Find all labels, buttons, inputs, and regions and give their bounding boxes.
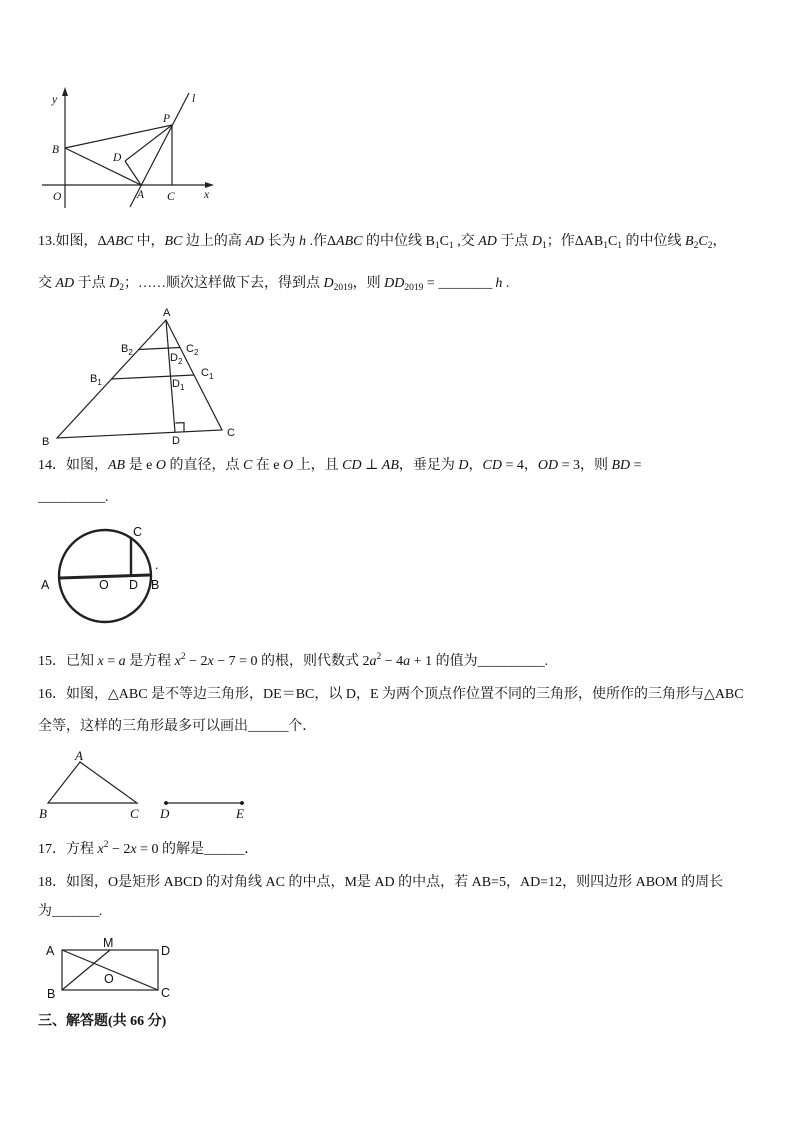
answer-blank: ______ [248, 719, 289, 734]
label-a: A [41, 578, 50, 592]
text-run: ， [712, 234, 727, 249]
subscript: 1 [434, 241, 440, 251]
label-b1 [90, 373, 102, 387]
label-sub: 2 [128, 348, 133, 357]
text-run: 个． [288, 719, 317, 734]
text-run: . [98, 904, 103, 919]
math-variable: a [118, 654, 126, 669]
right-angle-mark [175, 423, 184, 432]
text-run: = [103, 654, 119, 669]
label-b: B [52, 144, 60, 156]
text-run: = 4， [501, 458, 538, 473]
text-run: − 4 [381, 654, 404, 669]
label-a: A [46, 944, 55, 958]
text-run: 的直径，点 [165, 458, 243, 473]
question-14-line-2 [38, 489, 109, 507]
text-run: 于点 [496, 234, 532, 249]
math-variable: ABC [336, 234, 363, 249]
label-d: D [172, 435, 180, 447]
text-run: = 0 的解是 [136, 842, 204, 857]
label-d: D [113, 152, 122, 164]
label-sub: 1 [179, 383, 185, 392]
label-b: B [151, 578, 160, 592]
text-run: ，则 [352, 276, 385, 291]
subscript: 2 [707, 241, 713, 251]
text-run: 15．已知 [38, 654, 98, 669]
label-main: B [121, 343, 129, 355]
answer-blank: __________ [38, 490, 106, 505]
triangle-abc [57, 320, 222, 438]
text-run: 是 e [125, 458, 156, 473]
label-b: B [47, 987, 56, 1001]
subscript: 1 [541, 241, 547, 251]
text-run: .作 [306, 234, 328, 249]
answer-blank: ______ [204, 842, 245, 857]
text-run: ⊥ [361, 458, 382, 473]
math-variable: D [458, 458, 469, 473]
math-variable: CD [342, 458, 362, 473]
question-14-line-1 [38, 457, 642, 475]
text-run: − 2 [185, 654, 208, 669]
text-run: Δ [97, 234, 107, 249]
segment-ba [65, 148, 141, 185]
text-run: 13.如图， [38, 234, 98, 249]
math-variable: B [685, 234, 694, 249]
label-o: O [53, 191, 62, 203]
math-variable: BC [164, 234, 183, 249]
subscript: 2 [119, 283, 125, 293]
label-d: D [129, 578, 139, 592]
midline-triangle-figure [36, 300, 242, 450]
label-o: O [104, 972, 114, 986]
midline-b2c2 [139, 348, 180, 350]
math-variable: C [242, 458, 253, 473]
text-run: 边上的高 [182, 234, 246, 249]
label-e: E [236, 806, 244, 821]
label-y: y [52, 94, 58, 106]
math-variable: a [369, 654, 377, 669]
text-run: 在 e [252, 458, 284, 473]
label-main: C [186, 343, 194, 355]
label-a: A [75, 748, 83, 763]
coordinate-figure [36, 84, 222, 212]
segment-bm [62, 950, 110, 990]
text-run: 18．如图，O是矩形 ABCD 的对角线 AC 的中点，M是 AD 的中点，若 AB=5，AD=12，则四边形 ABOM 的周长 [38, 875, 724, 890]
label-a: A [137, 189, 145, 201]
label-d: D [161, 944, 171, 958]
math-variable: AD [245, 234, 265, 249]
label-main: D [170, 352, 178, 364]
circle-figure [36, 520, 166, 628]
label-d1 [172, 378, 185, 392]
math-variable: AD [55, 276, 75, 291]
text-run: 16．如图，△ABC 是不等边三角形，DE＝BC，以 D，E 为两个顶点作位置不同的三角形，使所作的三角形与△ABC [38, 687, 744, 702]
text-run: 于点 [74, 276, 110, 291]
question-17-line-1 [38, 836, 258, 859]
math-variable: AB [108, 458, 126, 473]
subscript: 2019 [333, 283, 353, 293]
math-variable: x [97, 654, 104, 669]
label-sub: 2 [193, 348, 199, 357]
label-a: A [163, 307, 171, 319]
math-variable: x [207, 654, 214, 669]
text-run: 14．如图， [38, 458, 108, 473]
text-run: = [630, 458, 642, 473]
question-16-line-1 [38, 686, 744, 704]
text-run: C [607, 234, 618, 249]
label-b: B [42, 436, 50, 448]
text-run: 是方程 [125, 654, 175, 669]
label-l: l [192, 93, 196, 105]
text-run: 长为 [264, 234, 300, 249]
text-run: ,交 [453, 234, 479, 249]
rectangle-figure [40, 932, 180, 1004]
answer-blank: _______ [52, 904, 99, 919]
math-variable: x [130, 842, 137, 857]
text-run: 中， [132, 234, 165, 249]
math-variable: O [155, 458, 166, 473]
label-sub: 1 [208, 372, 214, 381]
question-15-line-1 [38, 648, 548, 671]
text-run: . [544, 654, 549, 669]
math-variable: C [698, 234, 708, 249]
label-d2 [170, 352, 183, 366]
text-run: ，垂足为 [398, 458, 459, 473]
answer-blank: ________ [438, 276, 492, 291]
label-b: B [39, 806, 47, 821]
midline-b1c1 [112, 375, 195, 379]
label-p: P [163, 113, 171, 125]
point-d [164, 801, 168, 805]
math-variable: CD [482, 458, 502, 473]
math-variable: AB [381, 458, 399, 473]
text-run: = 3，则 [558, 458, 612, 473]
superscript: 2 [180, 652, 186, 662]
triangle-abc [48, 762, 137, 803]
question-16-line-2 [38, 718, 316, 736]
math-variable: ABC [106, 234, 133, 249]
label-c: C [227, 427, 235, 439]
math-variable: h [495, 276, 503, 291]
superscript: 2 [376, 652, 382, 662]
text-run: ；……顺次这样做下去，得到点 [124, 276, 324, 291]
text-run: − 2 [108, 842, 131, 857]
label-sub: 2 [177, 357, 183, 366]
math-variable: AD [478, 234, 497, 249]
subscript: 2019 [404, 283, 424, 293]
label-c: C [130, 806, 139, 821]
math-variable: OD [537, 458, 559, 473]
text-run: 的中位线 B [362, 234, 435, 249]
math-variable: h [299, 234, 307, 249]
math-variable: O [283, 458, 294, 473]
text-run: 17．方程 [38, 842, 98, 857]
text-run: 的中位线 [622, 234, 686, 249]
text-run: − 7 = 0 的根，则代数式 2 [213, 654, 370, 669]
text-run: 全等，这样的三角形最多可以画出 [38, 719, 248, 734]
text-run: + 1 的值为 [410, 654, 478, 669]
text-run: C [439, 234, 449, 249]
math-variable: D [531, 234, 542, 249]
subscript: 1 [617, 241, 623, 251]
label-c: C [167, 191, 175, 203]
math-variable: D [109, 276, 120, 291]
subscript: 2 [693, 241, 699, 251]
label-main: C [201, 367, 209, 379]
label-o: O [99, 578, 109, 592]
label-c: C [133, 525, 143, 539]
text-run: ． [244, 842, 259, 857]
math-variable: DD [384, 276, 405, 291]
superscript: 2 [103, 840, 109, 850]
answer-blank: __________ [477, 654, 545, 669]
label-main: B [90, 373, 98, 385]
text-run: . [105, 490, 109, 505]
label-c2 [186, 343, 199, 357]
math-variable: x [174, 654, 181, 669]
section-heading: 三、解答题(共 66 分) [38, 1014, 167, 1029]
question-13-line-1 [38, 233, 726, 255]
text-run: = [423, 276, 439, 291]
question-18-line-2 [38, 903, 102, 921]
text-run: 交 [38, 276, 56, 291]
text-run: ， [468, 458, 483, 473]
label-main: D [172, 378, 180, 390]
question-18-line-1 [38, 874, 723, 892]
label-d: D [160, 806, 170, 821]
text-run: ；作ΔAB [546, 234, 604, 249]
subscript: 1 [448, 241, 454, 251]
text-run: . [502, 276, 510, 291]
math-variable: a [403, 654, 411, 669]
label-c1 [201, 367, 214, 381]
text-run: Δ [327, 234, 337, 249]
subscript: 1 [603, 241, 608, 251]
label-x: x [204, 189, 210, 201]
point-e [240, 801, 244, 805]
label-c: C [161, 986, 171, 1000]
x-axis-arrow [205, 182, 214, 188]
label-m: M [103, 936, 114, 950]
label-sub: 1 [97, 378, 102, 387]
math-variable: D [323, 276, 334, 291]
text-run: 上，且 [293, 458, 343, 473]
math-variable: BD [611, 458, 631, 473]
question-13-line-2 [38, 275, 509, 297]
y-axis-arrow [62, 87, 68, 96]
triangle-and-segment-figure [36, 745, 248, 823]
text-run: 为 [38, 904, 52, 919]
label-b2 [121, 343, 133, 357]
stray-dot: . [155, 558, 159, 572]
math-variable: x [97, 842, 104, 857]
segment-bp [65, 125, 172, 148]
